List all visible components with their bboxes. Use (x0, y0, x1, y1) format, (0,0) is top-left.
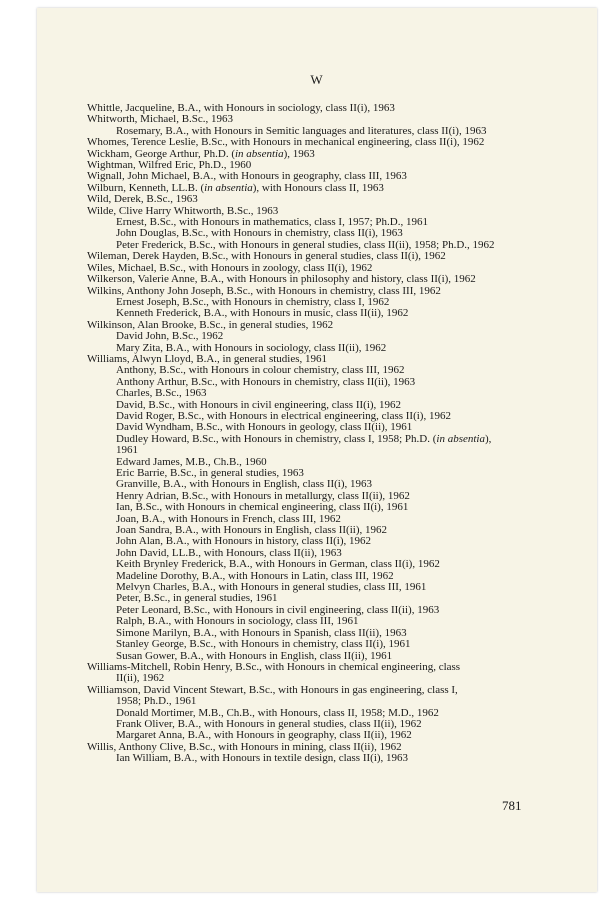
sub-entry-line: Charles, B.Sc., 1963 (116, 387, 207, 400)
sub-entry-line: Peter Leonard, B.Sc., with Honours in civil engineering, class II(ii), 1963 (116, 603, 440, 616)
sub-entry-line: Anthony Arthur, B.Sc., with Honours in chemistry, class II(ii), 1963 (116, 375, 416, 388)
sub-entry-line: Frank Oliver, B.A., with Honours in general studies, class II(ii), 1962 (116, 717, 422, 730)
entry-line: Wilkins, Anthony John Joseph, B.Sc., with Honours in chemistry, class III, 1962 (87, 284, 441, 297)
sub-entry-line: Madeline Dorothy, B.A., with Honours in Latin, class III, 1962 (116, 569, 394, 582)
entry-line: Wileman, Derek Hayden, B.Sc., with Honours in general studies, class II(i), 1962 (87, 250, 446, 263)
sub-entry-line: John Douglas, B.Sc., with Honours in chemistry, class II(i), 1963 (116, 227, 403, 240)
entry-line: Williams, Alwyn Lloyd, B.A., in general studies, 1961 (87, 352, 328, 365)
sub-entry-line: Ian, B.Sc., with Honours in chemical engineering, class II(i), 1961 (116, 501, 409, 514)
sub-entry-line: Peter, B.Sc., in general studies, 1961 (116, 592, 278, 605)
entry-line: Williamson, David Vincent Stewart, B.Sc., with Honours in gas engineering, class I, (87, 683, 458, 696)
section-letter: W (310, 72, 324, 87)
sub-entry-line: Melvyn Charles, B.A., with Honours in general studies, class III, 1961 (116, 581, 427, 594)
sub-entry-line: Joan Sandra, B.A., with Honours in English, class II(ii), 1962 (116, 524, 387, 537)
sub-entry-line: Anthony, B.Sc., with Honours in colour chemistry, class III, 1962 (116, 364, 405, 377)
entry-line: Wilde, Clive Harry Whitworth, B.Sc., 1963 (87, 204, 279, 217)
sub-entry-line: Mary Zita, B.A., with Honours in sociology, class II(ii), 1962 (116, 341, 387, 354)
sub-entry-line: Eric Barrie, B.Sc., in general studies, 1963 (116, 467, 304, 479)
sub-entry-line: Dudley Howard, B.Sc., with Honours in chemistry, class I, 1958; Ph.D. (in absentia), (116, 432, 492, 445)
sub-entry-line: David Wyndham, B.Sc., with Honours in geology, class II(ii), 1961 (116, 421, 413, 434)
sub-entry-line: Ernest, B.Sc., with Honours in mathematics, class I, 1957; Ph.D., 1961 (116, 216, 428, 229)
sub-entry-line: Ernest Joseph, B.Sc., with Honours in chemistry, class I, 1962 (116, 295, 390, 308)
sub-entry-line: Ian William, B.A., with Honours in textile design, class II(i), 1963 (116, 752, 409, 765)
sub-entry-line: John David, LL.B., with Honours, class II(ii), 1963 (116, 546, 342, 559)
sub-entry-line: Joan, B.A., with Honours in French, class III, 1962 (116, 512, 341, 525)
document-page (37, 8, 597, 892)
sub-entry-line: Susan Gower, B.A., with Honours in English, class II(ii), 1961 (116, 649, 393, 662)
sub-entry-line: Kenneth Frederick, B.A., with Honours in music, class II(ii), 1962 (116, 307, 409, 320)
continuation-line: 1961 (116, 444, 138, 457)
entry-line: Wickham, George Arthur, Ph.D. (in absentia), 1963 (87, 147, 315, 160)
sub-entry-line: David John, B.Sc., 1962 (116, 330, 224, 343)
sub-entry-line: Granville, B.A., with Honours in English, class II(i), 1963 (116, 478, 373, 491)
sub-entry-line: David Roger, B.Sc., with Honours in electrical engineering, class II(i), 1962 (116, 409, 451, 422)
sub-entry-line: David, B.Sc., with Honours in civil engineering, class II(i), 1962 (116, 398, 402, 411)
entry-line: Whitworth, Michael, B.Sc., 1963 (87, 113, 234, 126)
entry-line: Wiles, Michael, B.Sc., with Honours in zoology, class II(i), 1962 (87, 261, 373, 274)
sub-entry-line: Simone Marilyn, B.A., with Honours in Spanish, class II(ii), 1963 (116, 626, 407, 639)
sub-entry-line: John Alan, B.A., with Honours in history, class II(i), 1962 (116, 535, 372, 548)
sub-entry-line: Keith Brynley Frederick, B.A., with Honours in German, class II(i), 1962 (116, 558, 440, 571)
entry-line: Wightman, Wilfred Eric, Ph.D., 1960 (87, 159, 252, 172)
entry-line: Wilburn, Kenneth, LL.B. (in absentia), with Honours class II, 1963 (87, 181, 384, 194)
entry-line: Whomes, Terence Leslie, B.Sc., with Honours in mechanical engineering, class II(i), 1962 (87, 136, 485, 149)
continuation-line: II(ii), 1962 (116, 672, 165, 685)
entry-line: Wilkinson, Alan Brooke, B.Sc., in general studies, 1962 (87, 318, 334, 331)
entry-line: Williams-Mitchell, Robin Henry, B.Sc., with Honours in chemical engineering, class (87, 660, 461, 673)
sub-entry-line: Rosemary, B.A., with Honours in Semitic languages and literatures, class II(i), 1963 (116, 124, 487, 137)
entry-line: Willis, Anthony Clive, B.Sc., with Honours in mining, class II(ii), 1962 (87, 740, 402, 753)
sub-entry-line: Margaret Anna, B.A., with Honours in geography, class II(ii), 1962 (116, 729, 412, 742)
sub-entry-line: Edward James, M.B., Ch.B., 1960 (116, 455, 267, 468)
sub-entry-line: Stanley George, B.Sc., with Honours in chemistry, class II(i), 1961 (116, 638, 411, 651)
sub-entry-line: Henry Adrian, B.Sc., with Honours in metallurgy, class II(ii), 1962 (116, 489, 410, 502)
entry-line: Wild, Derek, B.Sc., 1963 (87, 193, 198, 206)
entry-line: Wilkerson, Valerie Anne, B.A., with Honours in philosophy and history, class II(i), 1962 (87, 273, 476, 286)
page-number: 781 (502, 798, 522, 813)
continuation-line: 1958; Ph.D., 1961 (116, 695, 197, 708)
sub-entry-line: Peter Frederick, B.Sc., with Honours in general studies, class II(ii), 1958; Ph.D., 1962 (116, 238, 495, 251)
entry-line: Wignall, John Michael, B.A., with Honours in geography, class III, 1963 (87, 170, 407, 183)
entry-list (87, 103, 572, 765)
sub-entry-line: Ralph, B.A., with Honours in sociology, class III, 1961 (116, 615, 359, 628)
sub-entry-line: Donald Mortimer, M.B., Ch.B., with Honours, class II, 1958; M.D., 1962 (116, 706, 439, 719)
entry-line: Whittle, Jacqueline, B.A., with Honours in sociology, class II(i), 1963 (87, 102, 395, 114)
